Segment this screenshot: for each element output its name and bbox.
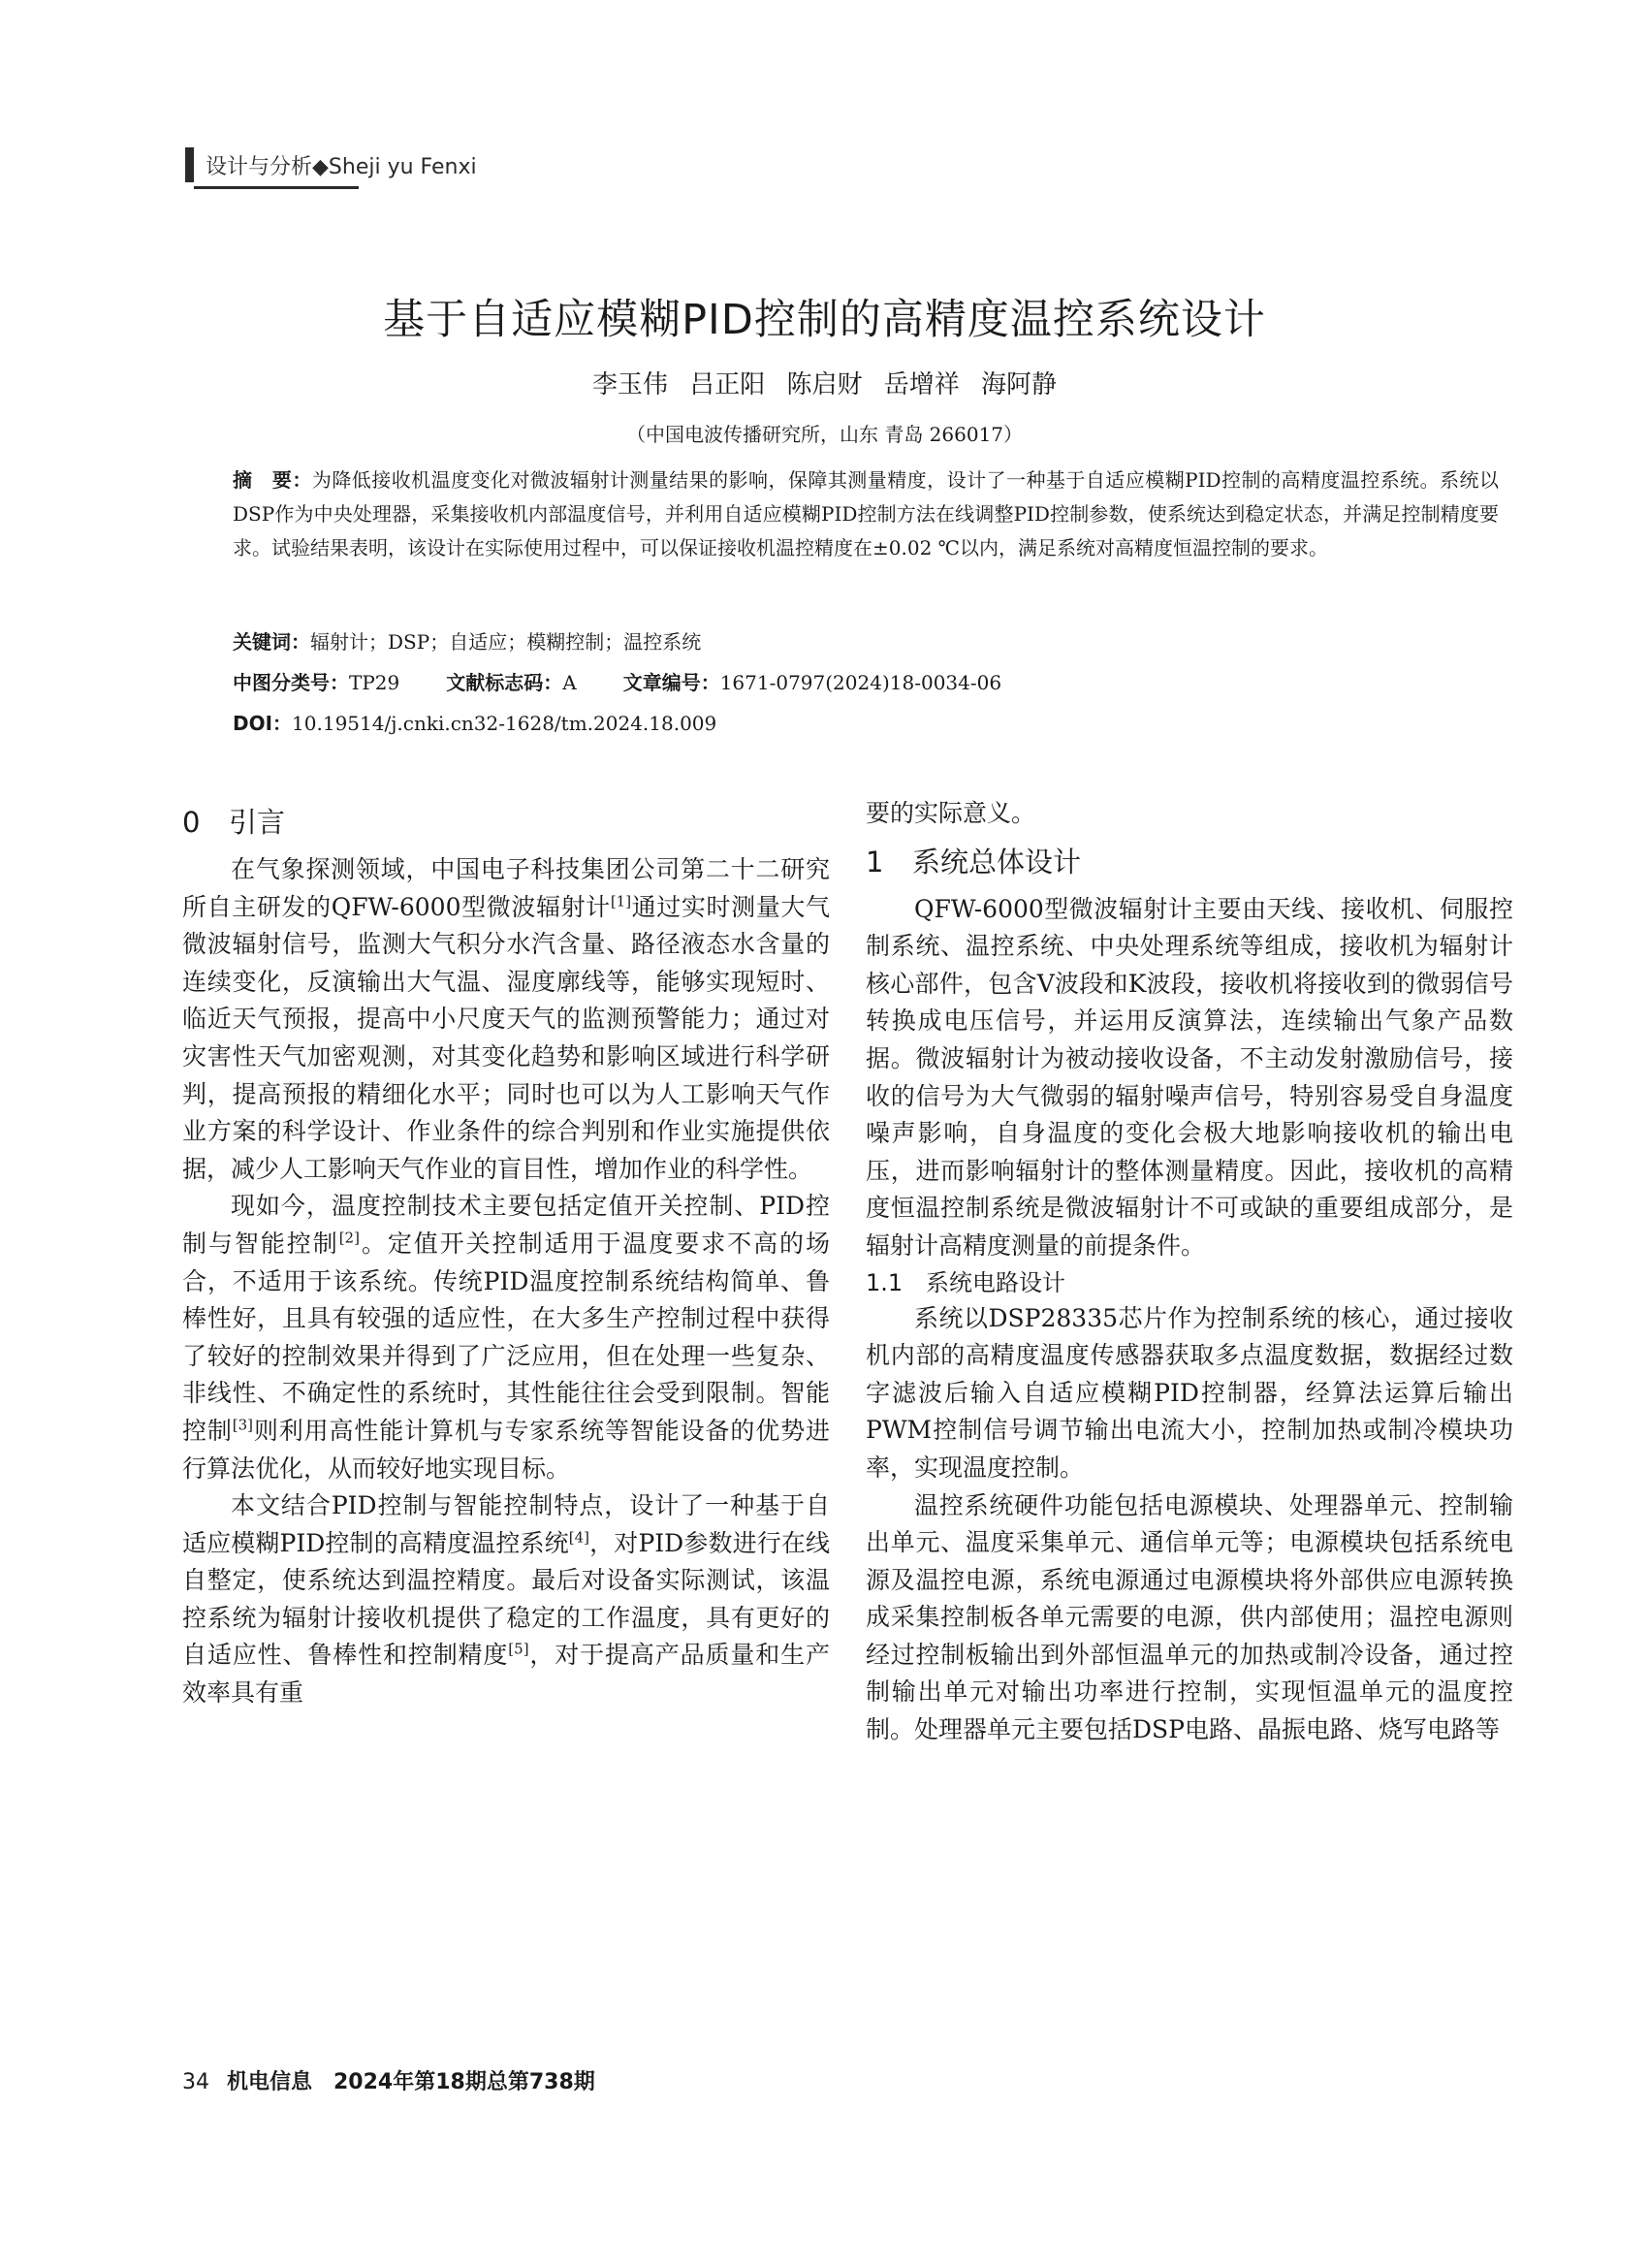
- paragraph-text: 。定值开关控制适用于温度要求不高的场合，不适用于该系统。传统PID温度控制系统结构简单、鲁棒性好，且具有较强的适应性，在大多生产控制过程中获得了较好的控制效果并得到了广泛应用，但在处理一些复杂、非线性、不确定性的系统时，其性能往往会受到限制。智能控制: [182, 1229, 830, 1445]
- citation: [1]: [610, 892, 632, 910]
- doi-value: 10.19514/j.cnki.cn32-1628/tm.2024.18.009: [292, 712, 717, 735]
- subsection-heading-circuit-design: [866, 1265, 1513, 1300]
- page-number: 34: [182, 2070, 209, 2094]
- paragraph: [182, 851, 830, 1188]
- paper-title: 基于自适应模糊PID控制的高精度温控系统设计: [383, 296, 1266, 344]
- running-head: [185, 147, 477, 182]
- keywords-text: 辐射计；DSP；自适应；模糊控制；温控系统: [310, 630, 702, 654]
- paragraph-text: 则利用高性能计算机与专家系统等智能设备的优势进行算法优化，从而较好地实现目标。: [182, 1416, 830, 1483]
- paragraph-text: 本文结合PID控制与智能控制特点，设计了一种基于自适应模糊PID控制的高精度温控系统: [182, 1491, 830, 1557]
- paragraph-text: 在气象探测领域，中国电子科技集团公司第二十二研究所自主研发的QFW-6000型微波辐射计: [182, 855, 830, 921]
- abstract-label: 摘 要：: [233, 468, 312, 492]
- section-number: 1: [866, 845, 884, 878]
- paragraph: [182, 1188, 830, 1487]
- section-title: 引言: [229, 806, 286, 839]
- section-title: 系统总体设计: [912, 845, 1082, 878]
- affiliation: （中国电波传播研究所，山东 青岛 266017）: [625, 423, 1024, 446]
- citation: [3]: [232, 1416, 253, 1434]
- subsection-title: 系统电路设计: [926, 1268, 1065, 1296]
- citation: [4]: [568, 1528, 590, 1547]
- page-footer: [182, 2065, 595, 2095]
- paragraph-text: ，对于提高产品质量和生产效率具有重: [182, 1641, 830, 1708]
- citation: [5]: [508, 1641, 529, 1659]
- subsection-number: 1.1: [866, 1268, 904, 1296]
- classification-line: [233, 667, 1001, 695]
- author-list: 李玉伟 吕正阳 陈启财 岳增祥 海阿静: [591, 370, 1058, 399]
- section-heading-system-design: [866, 843, 1513, 881]
- abstract-text: 为降低接收机温度变化对微波辐射计测量结果的影响，保障其测量精度，设计了一种基于自适应模糊PID控制的高精度温控系统。系统以DSP作为中央处理器，采集接收机内部温度信号，并利用自适应模糊PID控制方法在线调整PID控制参数，使系统达到稳定状态，并满足控制精度要求。试验结果表明，该设计在实际使用过程中，可以保证接收机温控精度在±0.02 ℃以内，满足系统对高精度恒温控制的要求。: [233, 468, 1500, 559]
- paragraph: QFW-6000型微波辐射计主要由天线、接收机、伺服控制系统、温控系统、中央处理系统等组成，接收机为辐射计核心部件，包含V波段和K波段，接收机将接收到的微弱信号转换成电压信号，并运用反演算法，连续输出气象产品数据。微波辐射计为被动接收设备，不主动发射激励信号，接收的信号为大气微弱的辐射噪声信号，特别容易受自身温度噪声影响，自身温度的变化会极大地影响接收机的输出电压，进而影响辐射计的整体测量精度。因此，接收机的高精度恒温控制系统是微波辐射计不可或缺的重要组成部分，是辐射计高精度测量的前提条件。: [866, 894, 1513, 1260]
- section-heading-introduction: [182, 803, 830, 842]
- article-number-label: 文章编号：: [622, 671, 720, 694]
- article-number-value: 1671-0797(2024)18-0034-06: [719, 671, 1002, 694]
- running-head-text: 设计与分析◆Sheji yu Fenxi: [206, 154, 477, 179]
- right-column: [866, 795, 1513, 1749]
- paragraph-text: ，对PID参数进行在线自整定，使系统达到温控精度。最后对设备实际测试，该温控系统为辐射计接收机提供了稳定的工作温度，具有更好的自适应性、鲁棒性和控制精度: [182, 1528, 830, 1670]
- paragraph-text: 现如今，温度控制技术主要包括定值开关控制、PID控制与智能控制: [182, 1192, 830, 1258]
- keywords: [233, 626, 701, 655]
- doc-code-label: 文献标志码：: [446, 671, 563, 694]
- left-column: [182, 793, 830, 1712]
- clc-label: 中图分类号：: [233, 671, 349, 694]
- keywords-label: 关键词：: [233, 630, 310, 654]
- abstract: [233, 463, 1499, 565]
- running-head-bar: [185, 147, 194, 182]
- clc-value: TP29: [349, 671, 400, 694]
- doi-line: [233, 708, 716, 736]
- doc-code-value: A: [562, 671, 577, 694]
- section-number: 0: [182, 806, 201, 839]
- running-head-underline: [194, 186, 359, 189]
- journal-issue: 机电信息 2024年第18期总第738期: [227, 2070, 595, 2094]
- paragraph: 温控系统硬件功能包括电源模块、处理器单元、控制输出单元、温度采集单元、通信单元等；电源模块包括系统电源及温控电源，系统电源通过电源模块将外部供应电源转换成采集控制板各单元需要的电源，供内部使用；温控电源则经过控制板输出到外部恒温单元的加热或制冷设备，通过控制输出单元对输出功率进行控制，实现恒温单元的温度控制。处理器单元主要包括DSP电路、晶振电路、烧写电路等: [866, 1490, 1513, 1744]
- doi-label: DOI：: [233, 712, 293, 735]
- paragraph: [182, 1487, 830, 1712]
- paragraph-continuation: 要的实际意义。: [866, 799, 1036, 827]
- paragraph: 系统以DSP28335芯片作为控制系统的核心，通过接收机内部的高精度温度传感器获取多点温度数据，数据经过数字滤波后输入自适应模糊PID控制器，经算法运算后输出PWM控制信号调节输出电流大小，控制加热或制冷模块功率，实现温度控制。: [866, 1303, 1513, 1482]
- paragraph-text: 通过实时测量大气微波辐射信号，监测大气积分水汽含量、路径液态水含量的连续变化，反演输出大气温、湿度廓线等，能够实现短时、临近天气预报，提高中小尺度天气的监测预警能力；通过对灾害性天气加密观测，对其变化趋势和影响区域进行科学研判，提高预报的精细化水平；同时也可以为人工影响天气作业方案的科学设计、作业条件的综合判别和作业实施提供依据，减少人工影响天气作业的盲目性，增加作业的科学性。: [182, 892, 830, 1183]
- citation: [2]: [338, 1229, 360, 1247]
